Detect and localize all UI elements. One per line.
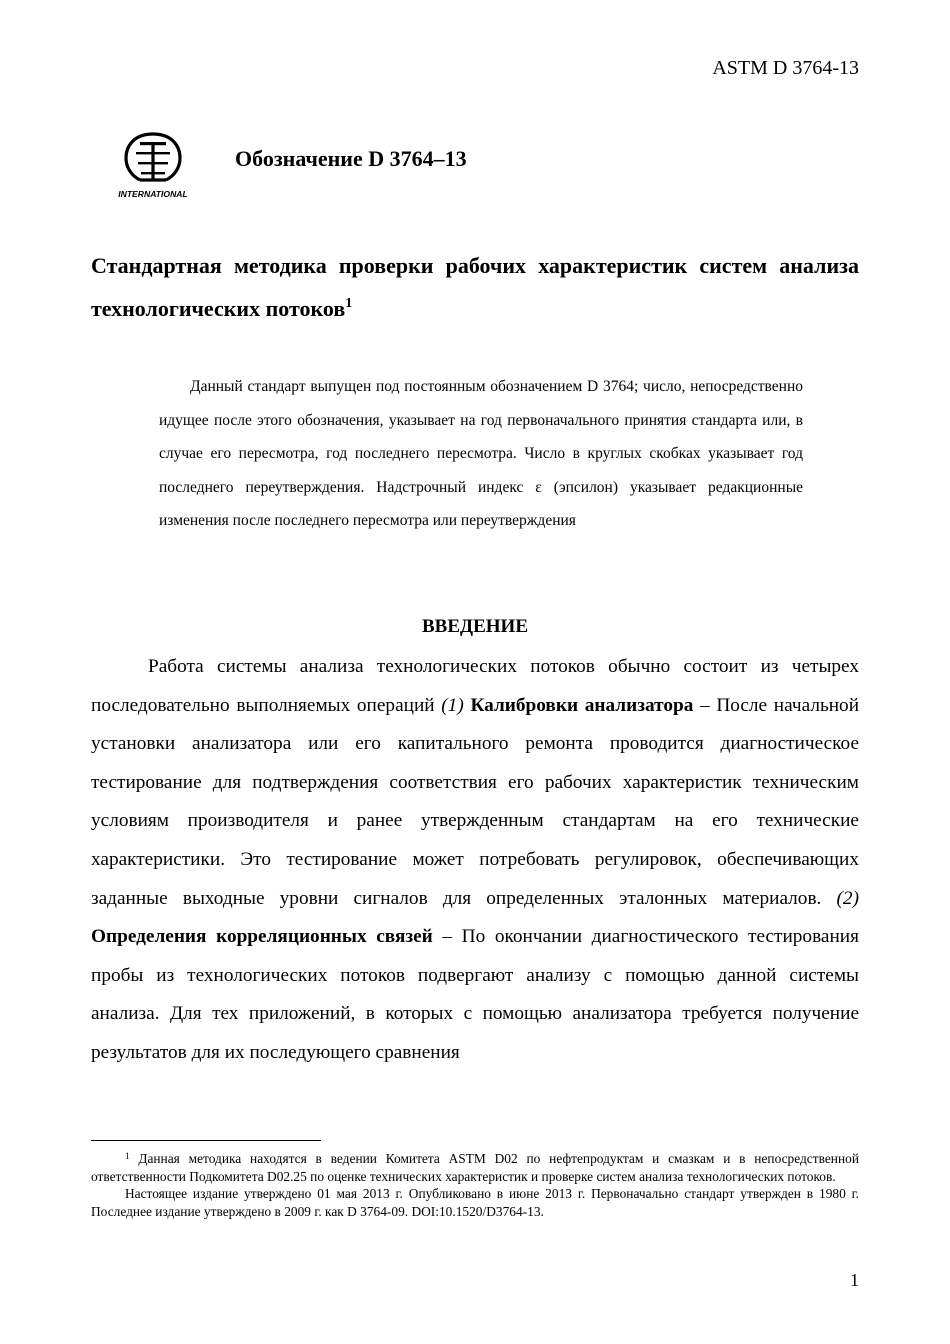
page-number: 1 [850, 1270, 859, 1290]
body-segment-2: – После начальной установки анализатора или его капитального ремонта проводится диагностическое тестирование для подтверждения соответствия его рабочих характеристик техническим условиям производителя и ранее утвержденным стандартам на его технические характеристики. Это тестирование может потребовать регулировок, обеспечивающих заданные выходные уровни сигналов для определенных эталонных материалов. [91, 694, 860, 909]
header-standard-code: ASTM D 3764-13 [712, 57, 859, 79]
footnote-1-text: Данная методика находятся в ведении Комитета ASTM D02 по нефтепродуктам и смазкам и в непосредственной ответственности Подкомитета D02.25 по оценке технических характеристик и проверке систем анализа технологических потоков. [91, 1151, 859, 1184]
term-correlation: Определения корреляционных связей [91, 926, 433, 948]
document-title [91, 244, 859, 330]
footnote-marker: 1 [125, 1151, 130, 1161]
body-segment-3: – По окончании диагностического тестирования пробы из технологических потоков подвергают анализу с помощью данной системы анализа. Для тех приложений, в которых с помощью анализатора требуется получение результатов для их последующего сравнения [91, 926, 859, 1063]
title-text: Стандартная методика проверки рабочих характеристик систем анализа технологических потоков [91, 253, 859, 321]
footnotes [91, 1150, 859, 1220]
abstract-paragraph: Данный стандарт выпущен под постоянным обозначением D 3764; число, непосредственно идущее после этого обозначения, указывает на год первоначального принятия стандарта или, в случае его пересмотра, год последнего пересмотра. Число в круглых скобках указывает год последнего переутверждения. Надстрочный индекс ε (эпсилон) указывает редакционные изменения после последнего пересмотра или переутверждения [159, 378, 803, 530]
logo-label: INTERNATIONAL [118, 189, 188, 199]
footnote-2 [91, 1185, 859, 1220]
step-number-1: (1) [441, 694, 464, 716]
footnote-1 [91, 1150, 859, 1185]
footnote-divider [91, 1140, 321, 1141]
title-footnote-ref: 1 [345, 296, 353, 311]
footnote-2-text: Настоящее издание утверждено 01 мая 2013 г. Опубликовано в июне 2013 г. Первоначально стандарт утвержден в 1980 г. Последнее издание утверждено в 2009 г. как D 3764-09. DOI:10.1520/D3764-13. [91, 1186, 859, 1219]
astm-logo [110, 128, 196, 200]
designation-heading: Обозначение D 3764–13 [235, 146, 467, 171]
term-calibration: Калибровки анализатора [470, 694, 694, 716]
body-segment-1: Работа системы анализа технологических потоков обычно состоит из четырех последовательно выполняемых операций [91, 656, 859, 716]
introduction-paragraph [91, 648, 859, 1073]
step-number-2: (2) [836, 887, 859, 909]
section-heading-introduction: ВВЕДЕНИЕ [422, 616, 528, 637]
